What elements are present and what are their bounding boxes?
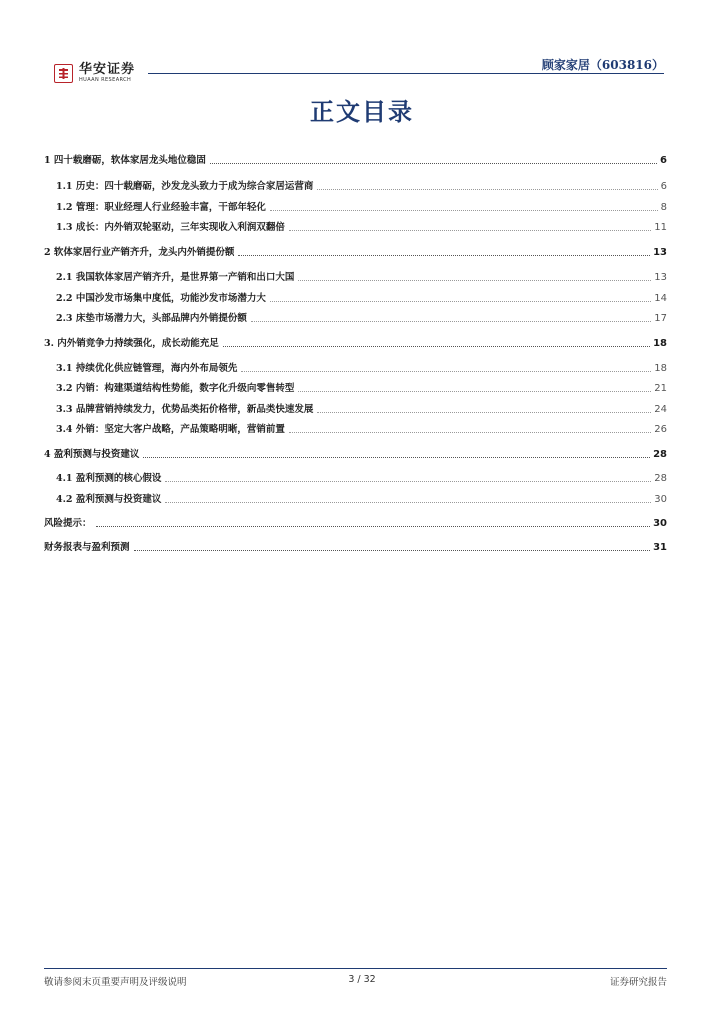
toc-entry-page: 26: [654, 424, 667, 435]
toc-dot-leader: [143, 457, 650, 458]
toc-entry-page: 28: [654, 473, 667, 484]
toc-entry[interactable]: [56, 290, 667, 306]
toc-dot-leader: [210, 163, 657, 164]
toc-entry[interactable]: [56, 491, 667, 507]
toc-entry-label: 2 软体家居行业产销齐升，龙头内外销提份额: [44, 247, 235, 258]
toc-entry[interactable]: [56, 199, 667, 215]
header-company-name: 顾家家居（603816）: [541, 58, 664, 72]
toc-entry-page: 8: [660, 202, 667, 213]
header-divider: [148, 73, 664, 74]
toc-dot-leader: [251, 321, 651, 322]
toc-entry-label: 4 盈利预测与投资建议: [44, 449, 140, 460]
toc-entry-page: 28: [653, 449, 667, 460]
toc-entry[interactable]: [56, 219, 667, 235]
toc-dot-leader: [270, 301, 651, 302]
toc-entry-label: 风险提示：: [44, 518, 92, 529]
toc-dot-leader: [223, 346, 650, 347]
toc-entry-label: 3.3 品牌营销持续发力，优势品类拓价格带，新品类快速发展: [56, 404, 314, 415]
toc-dot-leader: [289, 432, 651, 433]
toc-entry-page: 21: [654, 383, 667, 394]
toc-dot-leader: [289, 230, 651, 231]
toc-entry[interactable]: [44, 515, 667, 531]
toc-entry-label: 3.1 持续优化供应链管理，海内外布局领先: [56, 363, 238, 374]
toc-entry-page: 11: [654, 222, 667, 233]
toc-entry[interactable]: [56, 421, 667, 437]
toc-entry-page: 18: [653, 338, 667, 349]
toc-entry-label: 4.1 盈利预测的核心假设: [56, 473, 162, 484]
toc-entry[interactable]: [56, 360, 667, 376]
toc-entry-page: 17: [654, 313, 667, 324]
toc-dot-leader: [298, 280, 651, 281]
toc-entry-label: 2.1 我国软体家居产销齐升，是世界第一产销和出口大国: [56, 272, 295, 283]
toc-entry[interactable]: [44, 446, 667, 462]
toc-entry-label: 4.2 盈利预测与投资建议: [56, 494, 162, 505]
toc-entry-label: 1 四十载磨砺，软体家居龙头地位稳固: [44, 155, 206, 166]
footer-report-type: 证券研究报告: [609, 977, 667, 988]
toc-entry-label: 财务报表与盈利预测: [44, 542, 130, 553]
toc-entry-page: 30: [653, 518, 667, 529]
toc-entry-page: 18: [654, 363, 667, 374]
toc-dot-leader: [165, 502, 651, 503]
footer-disclaimer: 敬请参阅末页重要声明及评级说明: [44, 977, 187, 988]
toc-entry[interactable]: [56, 178, 667, 194]
toc-entry-page: 13: [654, 272, 667, 283]
toc-entry[interactable]: [56, 310, 667, 326]
toc-dot-leader: [134, 550, 651, 551]
toc-entry-page: 14: [654, 293, 667, 304]
page-title: 正文目录: [310, 97, 414, 126]
toc-entry[interactable]: [56, 401, 667, 417]
toc-entry[interactable]: [44, 152, 667, 168]
toc-entry[interactable]: [44, 244, 667, 260]
toc-entry[interactable]: [44, 539, 667, 555]
toc-entry[interactable]: [56, 470, 667, 486]
toc-entry-label: 3. 内外销竞争力持续强化，成长动能充足: [44, 338, 219, 349]
toc-entry[interactable]: [56, 380, 667, 396]
toc-dot-leader: [165, 481, 651, 482]
logo-english-name: HUAAN RESEARCH: [79, 77, 132, 83]
toc-entry-label: 3.2 内销：构建渠道结构性势能，数字化升级向零售转型: [56, 383, 295, 394]
logo-chinese-name: 华安证券: [79, 62, 136, 77]
toc-dot-leader: [298, 391, 651, 392]
toc-entry[interactable]: [56, 269, 667, 285]
toc-entry-label: 2.2 中国沙发市场集中度低，功能沙发市场潜力大: [56, 293, 266, 304]
toc-entry-label: 2.3 床垫市场潜力大，头部品牌内外销提份额: [56, 313, 247, 324]
toc-dot-leader: [96, 526, 651, 527]
toc-entry[interactable]: [44, 335, 667, 351]
toc-dot-leader: [270, 210, 658, 211]
company-logo: [54, 63, 135, 84]
toc-entry-label: 1.2 管理：职业经理人行业经验丰富，干部年轻化: [56, 202, 266, 213]
toc-entry-page: 6: [660, 155, 667, 166]
toc-entry-page: 31: [653, 542, 667, 553]
footer-divider: [44, 968, 667, 969]
toc-entry-label: 1.1 历史：四十载磨砺，沙发龙头致力于成为综合家居运营商: [56, 181, 314, 192]
toc-dot-leader: [317, 189, 657, 190]
toc-dot-leader: [241, 371, 651, 372]
toc-entry-label: 1.3 成长：内外销双轮驱动，三年实现收入利润双翻倍: [56, 222, 285, 233]
toc-dot-leader: [238, 255, 650, 256]
footer-page-number: 3 / 32: [348, 974, 376, 985]
toc-entry-label: 3.4 外销：坚定大客户战略，产品策略明晰，营销前置: [56, 424, 285, 435]
toc-dot-leader: [317, 412, 651, 413]
toc-entry-page: 30: [654, 494, 667, 505]
toc-entry-page: 13: [653, 247, 667, 258]
toc-entry-page: 6: [660, 181, 667, 192]
toc-entry-page: 24: [654, 404, 667, 415]
logo-seal-icon: [54, 64, 73, 83]
